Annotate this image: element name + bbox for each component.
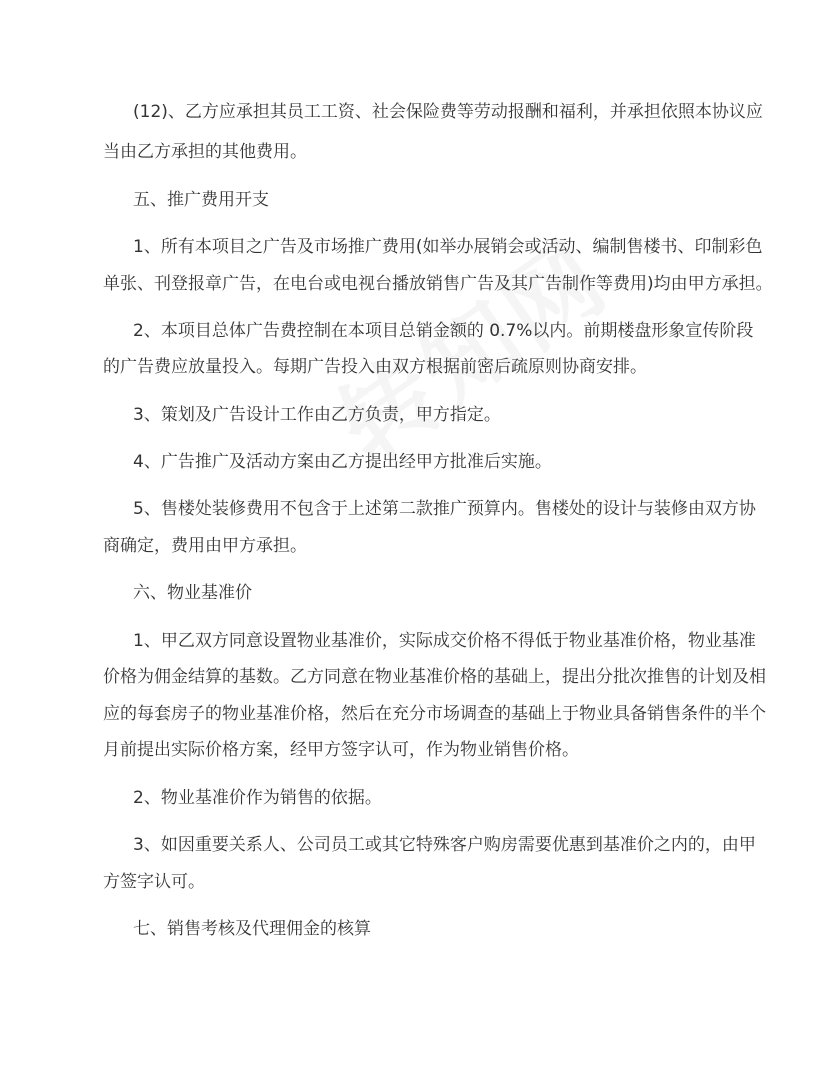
section-6-item-2: 2、物业基准价作为销售的依据。 (133, 788, 382, 808)
section-5-item-5-line-2: 商确定，费用由甲方承担。 (103, 536, 307, 556)
section-6-item-1-line-2: 价格为佣金结算的基数。乙方同意在物业基准价格的基础上，提出分批次推售的计划及相 (103, 667, 766, 687)
section-6-item-3-line-1: 3、如因重要关系人、公司员工或其它特殊客户购房需要优惠到基准价之内的，由甲 (133, 835, 756, 855)
section-6-item-1-line-4: 月前提出实际价格方案，经甲方签字认可，作为物业销售价格。 (103, 740, 579, 760)
section-5-item-3: 3、策划及广告设计工作由乙方负责，甲方指定。 (133, 405, 501, 425)
section-5-item-1-line-1: 1、所有本项目之广告及市场推广费用(如举办展销会或活动、编制售楼书、印制彩色 (133, 237, 763, 257)
clause-12-line-2: 当由乙方承担的其他费用。 (103, 142, 307, 162)
section-5-heading: 五、推广费用开支 (133, 190, 269, 210)
section-5-item-5-line-1: 5、售楼处装修费用不包含于上述第二款推广预算内。售楼处的设计与装修由双方协 (133, 499, 756, 519)
section-6-item-3-line-2: 方签字认可。 (103, 872, 205, 892)
section-5-item-1-line-2: 单张、刊登报章广告，在电台或电视台播放销售广告及其广告制作等费用)均由甲方承担。 (103, 274, 773, 294)
section-6-item-1-line-1: 1、甲乙双方同意设置物业基准价，实际成交价格不得低于物业基准价格，物业基准 (133, 631, 756, 651)
section-7-heading: 七、销售考核及代理佣金的核算 (133, 919, 371, 939)
section-6-item-1-line-3: 应的每套房子的物业基准价格，然后在充分市场调查的基础上于物业具备销售条件的半个 (103, 704, 766, 724)
clause-12-line-1: (12)、乙方应承担其员工工资、社会保险费等劳动报酬和福利，并承担依照本协议应 (133, 102, 763, 122)
section-6-heading: 六、物业基准价 (133, 583, 252, 603)
section-5-item-2-line-2: 的广告费应放量投入。每期广告投入由双方根据前密后疏原则协商安排。 (103, 357, 647, 377)
section-5-item-2-line-1: 2、本项目总体广告费控制在本项目总销金额的 0.7%以内。前期楼盘形象宣传阶段 (133, 321, 754, 341)
section-5-item-4: 4、广告推广及活动方案由乙方提出经甲方批准后实施。 (133, 452, 552, 472)
